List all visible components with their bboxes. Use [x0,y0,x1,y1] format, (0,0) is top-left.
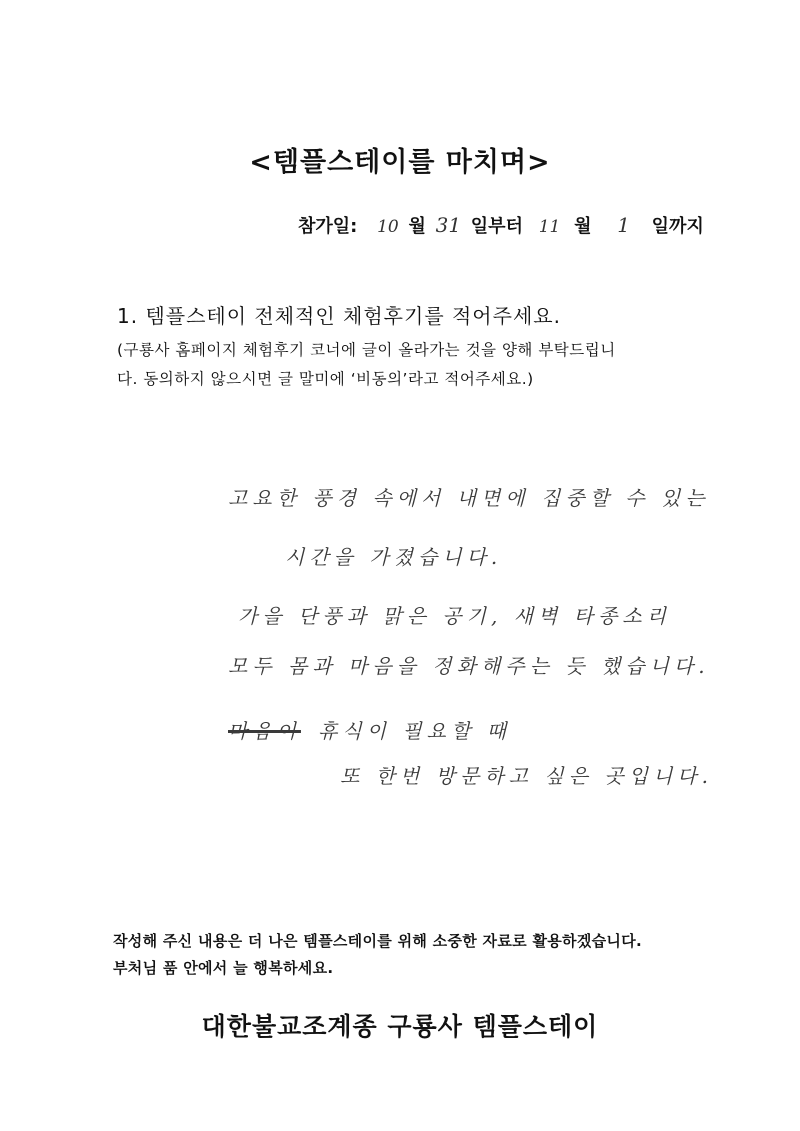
question-1-note-line2: 다. 동의하지 않으시면 글 말미에 ‘비동의’라고 적어주세요.) [117,370,534,388]
participation-label: 참가일: [298,216,358,237]
question-1-title: 1. 템플스테이 전체적인 체험후기를 적어주세요. [117,304,561,328]
handwritten-line-3: 가을 단풍과 맑은 공기, 새벽 타종소리 [238,604,671,628]
start-day-value: 31 [435,213,462,237]
organization-name: 대한불교조계종 구룡사 템플스테이 [201,1012,599,1041]
question-1-note-line1: (구룡사 홈페이지 체험후기 코너에 글이 올라가는 것을 양해 부탁드립니 [117,341,616,359]
from-label: 일부터 [470,216,523,237]
start-month-value: 10 [377,217,399,237]
handwritten-line-2: 시간을 가졌습니다. [285,545,503,569]
form-title: <템플스테이를 마치며> [249,147,551,178]
end-day-value: 1 [617,213,630,237]
handwritten-line-6: 또 한번 방문하고 싶은 곳입니다. [340,764,713,788]
end-month-value: 11 [538,217,561,237]
closing-line-1: 작성해 주신 내용은 더 나은 템플스테이를 위해 소중한 자료로 활용하겠습니다. [113,932,642,950]
closing-line-2: 부처님 품 안에서 늘 행복하세요. [113,959,334,977]
handwritten-line-5: 휴식이 필요할 때 [318,719,511,743]
participation-dates [298,212,704,238]
month-label-end: 월 [574,216,592,237]
handwritten-line-1: 고요한 풍경 속에서 내면에 집중할 수 있는 [228,486,710,510]
handwritten-line-4: 모두 몸과 마음을 정화해주는 듯 했습니다. [228,654,710,678]
month-label-start: 월 [408,216,426,237]
handwritten-struck-word: 마음이 [228,719,301,743]
until-label: 일까지 [651,216,704,237]
